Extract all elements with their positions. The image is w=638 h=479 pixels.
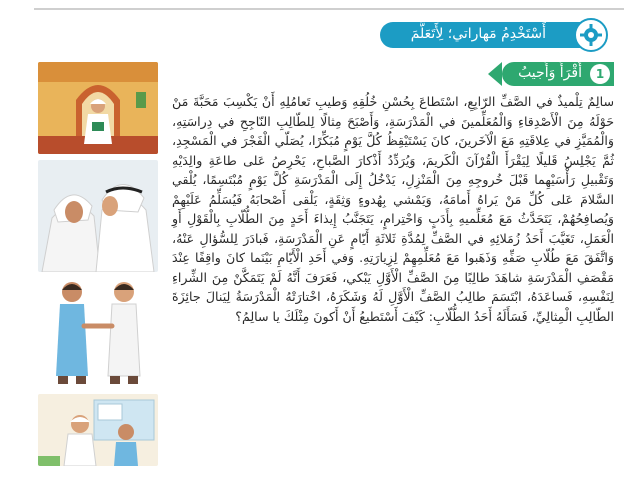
section-header xyxy=(488,62,614,86)
reading-passage: سالِمٌ تِلْميذٌ في الصَّفِّ الرّابِعِ، اسْتَطاعَ بِحُسْنِ خُلُقِهِ وَطيبِ تَعامُلِهِ أَنْ يَكْسِبَ مَحَبَّةَ مَنْ حَوْلَهُ مِنَ الْأَصْدِقاءِ وَالْمُعَلِّمينَ في الْمَدْرَسَةِ، وَأَصْبَحَ مِثالًا لِلطّالِبِ النّاجِحِ في دِراسَتِهِ، وَالْمُمَيَّزِ في عِلاقَتِهِ مَعَ الْآخَرينَ، كانَ يَسْتَيْقِظُ كُلَّ يَوْمٍ مُبَكِّرًا، يُصَلّي الْفَجْرَ في الْمَسْجِدِ، ثُمَّ يَجْلِسُ قَليلًا لِيَقْرَأَ الْقُرْآنَ الْكَريمَ، وَيُرَدِّدُ أَذْكارَ الصَّباحِ، يَحْرِصُ عَلى طاعَةِ والِدَيْهِ وَتَقْبيلِ رَأْسَيْهِما قَبْلَ خُروجِهِ مِنَ الْمَنْزِلِ، يَدْخُلُ إِلَى الْمَدْرَسَةِ كُلَّ يَوْمٍ مُبْتَسِمًا، يُلْقي السَّلامَ عَلى كُلِّ مَنْ يَراهُ أَمامَهُ، وَيَمْشي بِهُدوءٍ وَثِقَةٍ، يَلْقى أَصْحابَهُ فَيُسَلِّمُ عَلَيْهِمْ وَيُصافِحُهُمْ، يَتَحَدَّثُ مَعَ مُعَلِّميهِ بِأَدَبٍ وَاحْتِرامٍ، يَتَجَنَّبُ إِيذاءَ أَحَدٍ مِنَ الطُّلّابِ بِالْقَوْلِ أَوِ الْعَمَلِ، تَغَيَّبَ أَحَدُ زُمَلائِهِ في الصَّفِّ لِمُدَّةِ ثَلاثَةِ أَيّامٍ عَنِ الْمَدْرَسَةِ، فَبادَرَ لِلسُّؤالِ عَنْهُ، وَاتَّفَقَ مَعَ طُلّابِ صَفِّهِ وَذَهَبوا مَعَ مُعَلِّمِهِمْ لِزِيارَتِهِ. وَفي أَحَدِ الْأَيّامِ بَيْنَما كانَ واقِفًا عِنْدَ مَقْصَفِ الْمَدْرَسَةِ شاهَدَ طالِبًا مِنَ الصَّفِّ الْأَوَّلِ يَبْكي، فَعَرَفَ أَنَّهُ لَمْ يَتَمَكَّنْ مِنَ الشِّراءِ لِنَفْسِهِ، فَساعَدَهُ، ابْتَسَمَ طالِبُ الصَّفِّ الْأَوَّلِ لَهُ وَشَكَرَهُ، اخْتارَتْهُ الْمَدْرَسَةُ لِيَنالَ جائِزَةَ الطّالِبِ الْمِثالِيِّ، فَسَأَلَهُ أَحَدُ الطُّلّابِ: كَيْفَ أَسْتَطيعُ أَنْ أَكونَ مِثْلَكَ يا سالِمُ؟ xyxy=(172,94,614,324)
section-number-badge: 1 xyxy=(590,64,610,84)
section-arrow-icon xyxy=(488,62,502,86)
skills-banner xyxy=(380,16,590,56)
top-divider xyxy=(34,8,624,10)
illustration-boy-kissing-father xyxy=(38,160,158,272)
illustration-boy-reading-quran xyxy=(38,62,158,154)
section-title: أَقْرَأُ وَأُجيبُ xyxy=(518,65,582,81)
illustration-boys-at-canteen xyxy=(38,394,158,466)
illustration-boys-shaking-hands xyxy=(38,276,158,388)
banner-title: أَسْتَخْدِمُ مَهاراتي؛ لِأَتَعَلَّمَ xyxy=(410,26,546,42)
skills-gear-icon xyxy=(574,18,608,52)
